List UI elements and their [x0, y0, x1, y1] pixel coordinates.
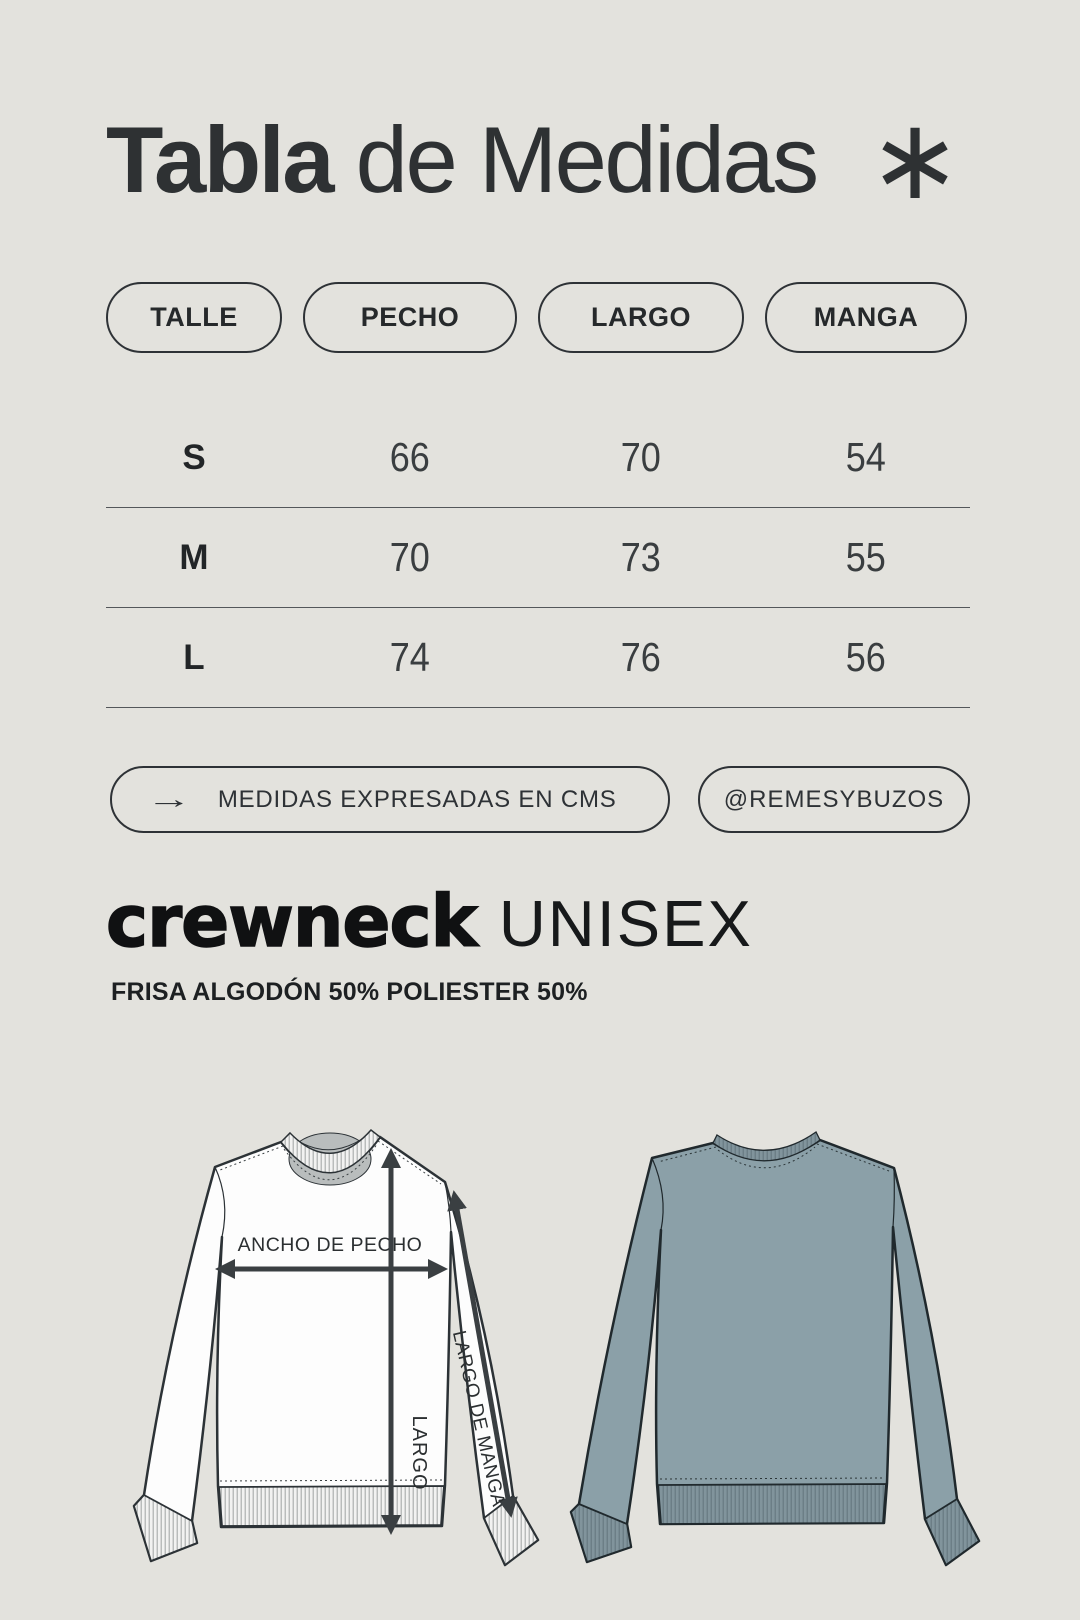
- column-header-manga: MANGA: [765, 282, 967, 353]
- column-header-largo: LARGO: [538, 282, 744, 353]
- page-title-bold: Tabla: [106, 106, 333, 212]
- size-table: [106, 408, 970, 708]
- back-hem-band: [658, 1484, 886, 1524]
- back-sweatshirt-illustration: [550, 1080, 1000, 1620]
- row-m-size: M: [179, 537, 209, 577]
- title-bar: [106, 95, 972, 225]
- row-l-manga: 56: [845, 634, 887, 680]
- product-section: [106, 880, 753, 1007]
- front-sweatshirt-illustration: [100, 1080, 540, 1620]
- units-note-text: MEDIDAS EXPRESADAS EN CMS: [217, 785, 617, 813]
- column-header-pecho: PECHO: [303, 282, 517, 353]
- chest-width-label: ANCHO DE PECHO: [237, 1234, 423, 1256]
- right-arrow-icon: →: [146, 784, 194, 814]
- product-name: crewneck: [106, 880, 477, 963]
- row-l-size: L: [183, 637, 205, 677]
- table-row-s: [106, 408, 970, 508]
- row-m-pecho: 70: [389, 534, 431, 580]
- row-s-size: S: [182, 437, 206, 477]
- column-header-row: [106, 282, 972, 353]
- row-l-largo: 76: [620, 634, 662, 680]
- table-row-m: [106, 508, 970, 608]
- row-s-pecho: 66: [389, 434, 431, 480]
- row-s-largo: 70: [620, 434, 662, 480]
- sleeve-length-label: LARGO DE MANGA: [447, 1328, 509, 1509]
- social-handle-text: @REMESYBUZOS: [723, 785, 945, 813]
- notes-row: [110, 766, 970, 833]
- product-variant: UNISEX: [498, 887, 753, 960]
- row-s-manga: 54: [845, 434, 887, 480]
- units-note-pill: [110, 766, 670, 833]
- row-l-pecho: 74: [389, 634, 431, 680]
- row-m-manga: 55: [845, 534, 887, 580]
- garment-illustrations: [0, 1080, 1080, 1620]
- column-header-talle: TALLE: [106, 282, 282, 353]
- page-title-light: de Medidas: [332, 106, 817, 212]
- social-handle-pill: [698, 766, 970, 833]
- table-row-l: [106, 608, 970, 708]
- body-length-label: LARGO: [408, 1415, 430, 1491]
- front-hem-band: [219, 1486, 444, 1526]
- product-material: FRISA ALGODÓN 50% POLIESTER 50%: [111, 978, 588, 1006]
- row-m-largo: 73: [620, 534, 662, 580]
- page-title: [106, 106, 817, 212]
- asterisk-icon: ∗: [868, 95, 962, 225]
